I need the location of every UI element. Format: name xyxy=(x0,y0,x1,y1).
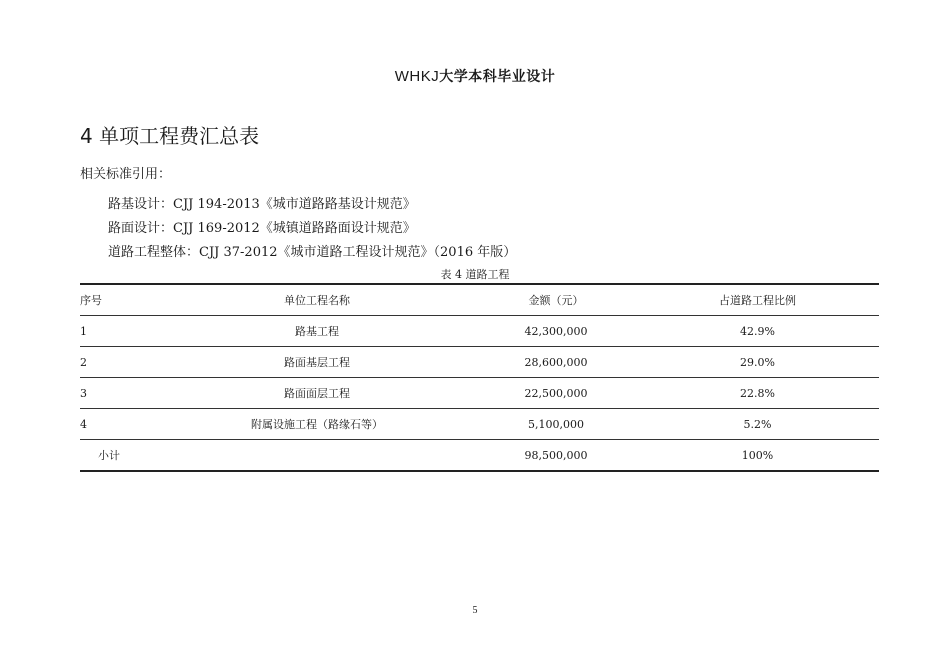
subtotal-label: 小计 xyxy=(80,440,158,472)
cell-name: 路面基层工程 xyxy=(158,347,476,378)
table-subtotal-row xyxy=(80,440,879,472)
table-row xyxy=(80,409,879,440)
header-index: 序号 xyxy=(80,284,158,316)
table-row xyxy=(80,347,879,378)
page-header xyxy=(0,66,950,86)
header-amount: 金额（元） xyxy=(476,284,636,316)
table-row xyxy=(80,316,879,347)
cell-index: 1 xyxy=(80,316,158,347)
cost-summary-table xyxy=(80,283,879,472)
table-row xyxy=(80,378,879,409)
cell-ratio: 29.0% xyxy=(636,347,879,378)
cell-amount: 42,300,000 xyxy=(476,316,636,347)
header-ratio: 占道路工程比例 xyxy=(636,284,879,316)
reference-item: 道路工程整体：CJJ 37-2012《城市道路工程设计规范》（2016 年版） xyxy=(108,245,517,260)
header-prefix: WHKJ xyxy=(394,68,440,85)
cell-ratio: 22.8% xyxy=(636,378,879,409)
cell-index: 3 xyxy=(80,378,158,409)
cell-name: 路面面层工程 xyxy=(158,378,476,409)
header-name: 单位工程名称 xyxy=(158,284,476,316)
table-header-row xyxy=(80,284,879,316)
cell-name: 附属设施工程（路缘石等） xyxy=(158,409,476,440)
reference-list xyxy=(108,197,516,269)
cell-ratio: 5.2% xyxy=(636,409,879,440)
cell-amount: 22,500,000 xyxy=(476,378,636,409)
table-caption: 表 4 道路工程 xyxy=(440,268,510,281)
reference-item: 路面设计：CJJ 169-2012《城镇道路路面设计规范》 xyxy=(108,221,416,236)
cell-index: 4 xyxy=(80,409,158,440)
cell-amount: 5,100,000 xyxy=(476,409,636,440)
cell-index: 2 xyxy=(80,347,158,378)
header-title: 大学本科毕业设计 xyxy=(439,69,556,85)
cell-ratio: 42.9% xyxy=(636,316,879,347)
subtotal-amount: 98,500,000 xyxy=(476,440,636,472)
section-title: 4 单项工程费汇总表 xyxy=(80,124,260,148)
subtotal-ratio: 100% xyxy=(636,440,879,472)
cell-name: 路基工程 xyxy=(158,316,476,347)
subtotal-name xyxy=(158,440,476,472)
reference-item: 路基设计：CJJ 194-2013《城市道路路基设计规范》 xyxy=(108,197,416,212)
intro-text: 相关标准引用： xyxy=(80,167,172,182)
cell-amount: 28,600,000 xyxy=(476,347,636,378)
page-number: 5 xyxy=(472,605,478,616)
